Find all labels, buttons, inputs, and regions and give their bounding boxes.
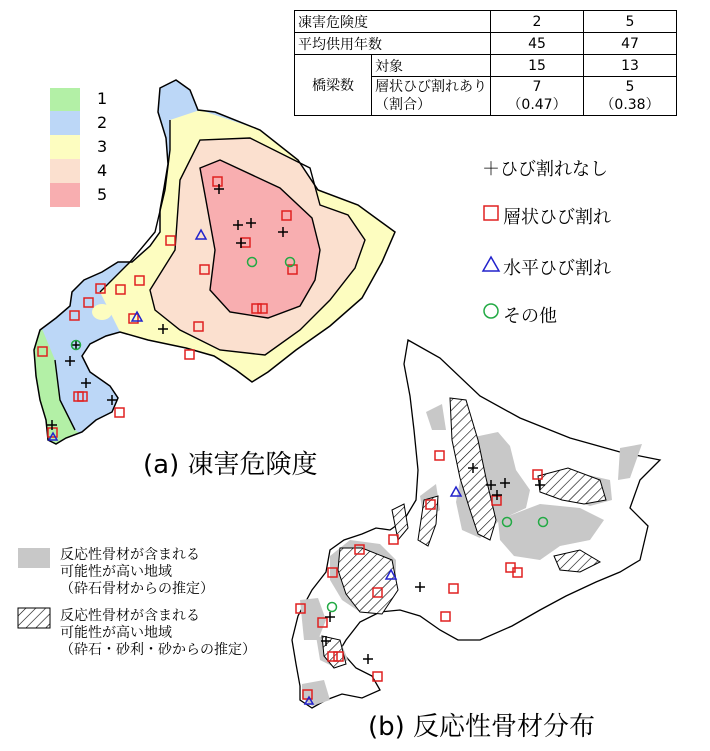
table-cell: 45 [491, 33, 584, 55]
bridges-label: 橋梁数 [295, 55, 372, 116]
table-cell [491, 77, 584, 116]
legend-line: （砕石・砂利・砂からの推定） [60, 642, 256, 658]
row-label-crack [372, 77, 491, 116]
frost-level-swatch [50, 111, 80, 135]
marker-legend-glyphs [483, 206, 499, 318]
frost-level-swatch [50, 159, 80, 183]
frost-scale-legend [50, 88, 80, 207]
legend-line: （砕石骨材からの推定） [60, 581, 214, 597]
frost-level-swatch [50, 183, 80, 207]
legend-layered-crack: 層状ひび割れ [503, 207, 611, 228]
row-label-age: 平均供用年数 [295, 33, 491, 55]
table-row [295, 55, 677, 77]
legend-line: 可能性が高い地域 [60, 625, 172, 641]
table-cell: 5 [584, 11, 677, 33]
caption-reactive-aggregate: (b) 反応性骨材分布 [368, 712, 596, 742]
cell-ratio: （0.47） [507, 97, 567, 113]
reactive-aggregate-map [292, 340, 660, 708]
table-cell: 15 [491, 55, 584, 77]
cell-ratio: （0.38） [600, 97, 660, 113]
table-row [295, 11, 677, 33]
mixed-swatch [18, 608, 50, 628]
legend-other: その他 [503, 306, 557, 327]
legend-horizontal-crack: 水平ひび割れ [503, 258, 611, 279]
row-label-frost: 凍害危険度 [295, 11, 491, 33]
crushed-swatch [18, 548, 50, 568]
row-label-target: 対象 [372, 55, 491, 77]
legend-line: 反応性骨材が含まれる [60, 547, 200, 563]
cell-value: 5 [625, 79, 635, 95]
frost-level-swatch [50, 135, 80, 159]
frost-level-label: 4 [97, 161, 108, 180]
frost-level-label: 5 [97, 185, 108, 204]
frost-level-swatch [50, 88, 80, 111]
frost-level-label: 3 [97, 137, 108, 156]
row-label-crack-line1: 層状ひび割れあり [375, 79, 487, 95]
table-cell: 47 [584, 33, 677, 55]
table-cell: 2 [491, 11, 584, 33]
table-cell: 13 [584, 55, 677, 77]
legend-crushed-aggregate [60, 547, 214, 598]
row-label-crack-line2: （割合） [375, 97, 431, 113]
table-cell [584, 77, 677, 116]
triangle-icon [483, 257, 499, 271]
frost-level-label: 1 [97, 89, 108, 108]
legend-no-crack: ＋ひび割れなし [482, 159, 608, 180]
bridge-stats-table [294, 10, 677, 116]
legend-mixed-aggregate [60, 608, 256, 659]
caption-frost-hazard: (a) 凍害危険度 [143, 450, 318, 480]
table-row [295, 33, 677, 55]
legend-line: 可能性が高い地域 [60, 564, 172, 580]
cell-value: 7 [532, 79, 542, 95]
frost-level-label: 2 [97, 113, 108, 132]
circle-icon [484, 304, 498, 318]
legend-line: 反応性骨材が含まれる [60, 608, 200, 624]
square-icon [484, 206, 498, 220]
